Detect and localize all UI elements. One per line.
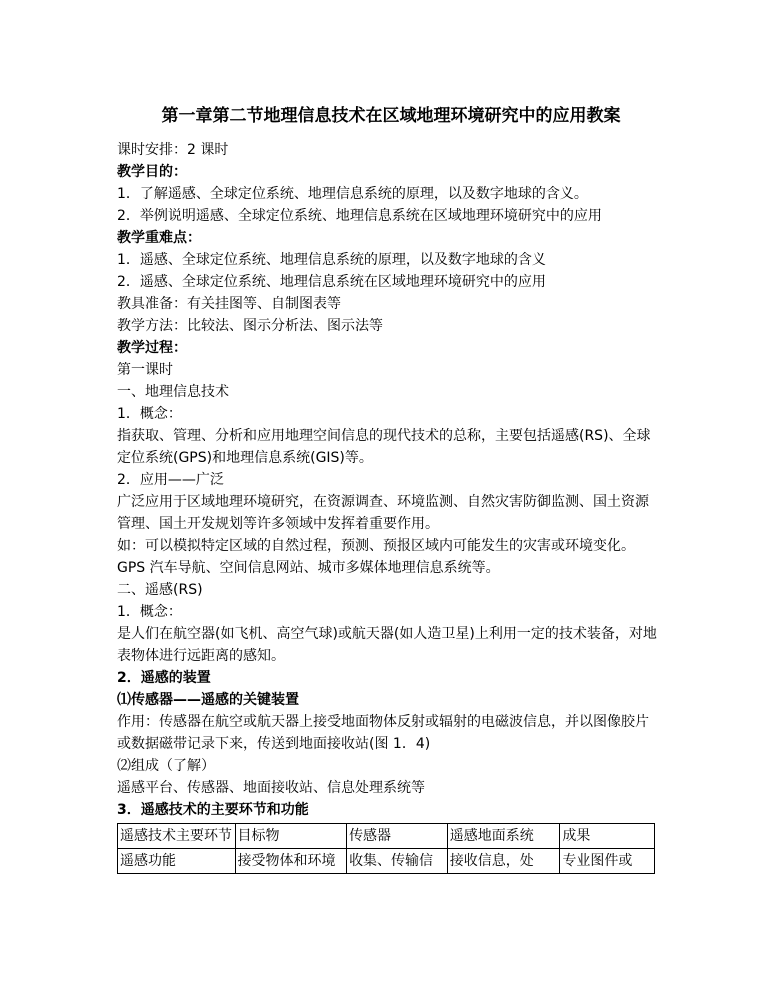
table-cell: 专业图件或 bbox=[560, 849, 655, 874]
table-cell: 接收信息，处 bbox=[447, 849, 560, 874]
body-line: ⑵组成（了解） bbox=[117, 758, 215, 774]
body-line: 1．概念： bbox=[117, 406, 182, 422]
body-line: 教学目的： bbox=[117, 164, 187, 180]
body-line: 2．遥感、全球定位系统、地理信息系统在区域地理环境研究中的应用 bbox=[117, 274, 546, 290]
document-body bbox=[117, 139, 657, 821]
body-line: 1．概念： bbox=[117, 604, 182, 620]
table-header-cell: 成果 bbox=[560, 824, 655, 849]
body-line: 指获取、管理、分析和应用地理空间信息的现代技术的总称，主要包括遥感(RS)、全球定位系统(GPS)和地理信息系统(GIS)等。 bbox=[117, 428, 651, 466]
body-line: 广泛应用于区域地理环境研究，在资源调查、环境监测、自然灾害防御监测、国土资源管理、国土开发规划等许多领域中发挥着重要作用。 bbox=[117, 494, 649, 532]
body-line: 教学过程： bbox=[117, 340, 187, 356]
body-line: 2．应用——广泛 bbox=[117, 472, 224, 488]
body-line: 教学方法：比较法、图示分析法、图示法等 bbox=[117, 318, 383, 334]
table-row bbox=[118, 849, 655, 874]
body-line: 是人们在航空器(如飞机、高空气球)或航天器(如人造卫星)上利用一定的技术装备，对地表物体进行远距离的感知。 bbox=[117, 626, 657, 664]
body-line: 课时安排：2 课时 bbox=[117, 142, 229, 158]
body-line: 如：可以模拟特定区域的自然过程，预测、预报区域内可能发生的灾害或环境变化。 bbox=[117, 538, 635, 554]
remote-sensing-table bbox=[117, 823, 655, 874]
table-cell: 遥感功能 bbox=[118, 849, 236, 874]
table-cell: 收集、传输信 bbox=[347, 849, 448, 874]
body-line: 1．了解遥感、全球定位系统、地理信息系统的原理，以及数字地球的含义。 bbox=[117, 186, 588, 202]
body-line: 1．遥感、全球定位系统、地理信息系统的原理，以及数字地球的含义 bbox=[117, 252, 546, 268]
body-line: 作用：传感器在航空或航天器上接受地面物体反射或辐射的电磁波信息，并以图像胶片或数据磁带记录下来，传送到地面接收站(图 1．4) bbox=[117, 714, 649, 752]
document-page bbox=[117, 105, 657, 874]
table-cell: 接受物体和环境 bbox=[235, 849, 347, 874]
body-line: 3．遥感技术的主要环节和功能 bbox=[117, 802, 309, 818]
table-header-row bbox=[118, 824, 655, 849]
body-line: 遥感平台、传感器、地面接收站、信息处理系统等 bbox=[117, 780, 425, 796]
body-line: 教学重难点： bbox=[117, 230, 201, 246]
body-line: 教具准备：有关挂图等、自制图表等 bbox=[117, 296, 341, 312]
table-header-cell: 传感器 bbox=[347, 824, 448, 849]
body-line: 二、遥感(RS) bbox=[117, 582, 203, 598]
body-line: GPS 汽车导航、空间信息网站、城市多媒体地理信息系统等。 bbox=[117, 560, 500, 576]
table-header-cell: 遥感地面系统 bbox=[447, 824, 560, 849]
document-title: 第一章第二节地理信息技术在区域地理环境研究中的应用教案 bbox=[161, 106, 621, 126]
body-line: 一、地理信息技术 bbox=[117, 384, 229, 400]
table-header-cell: 遥感技术主要环节 bbox=[118, 824, 236, 849]
body-line: 2．遥感的装置 bbox=[117, 670, 211, 686]
body-line: 2．举例说明遥感、全球定位系统、地理信息系统在区域地理环境研究中的应用 bbox=[117, 208, 602, 224]
body-line: ⑴传感器——遥感的关键装置 bbox=[117, 692, 299, 708]
table-header-cell: 目标物 bbox=[235, 824, 347, 849]
body-line: 第一课时 bbox=[117, 362, 173, 378]
